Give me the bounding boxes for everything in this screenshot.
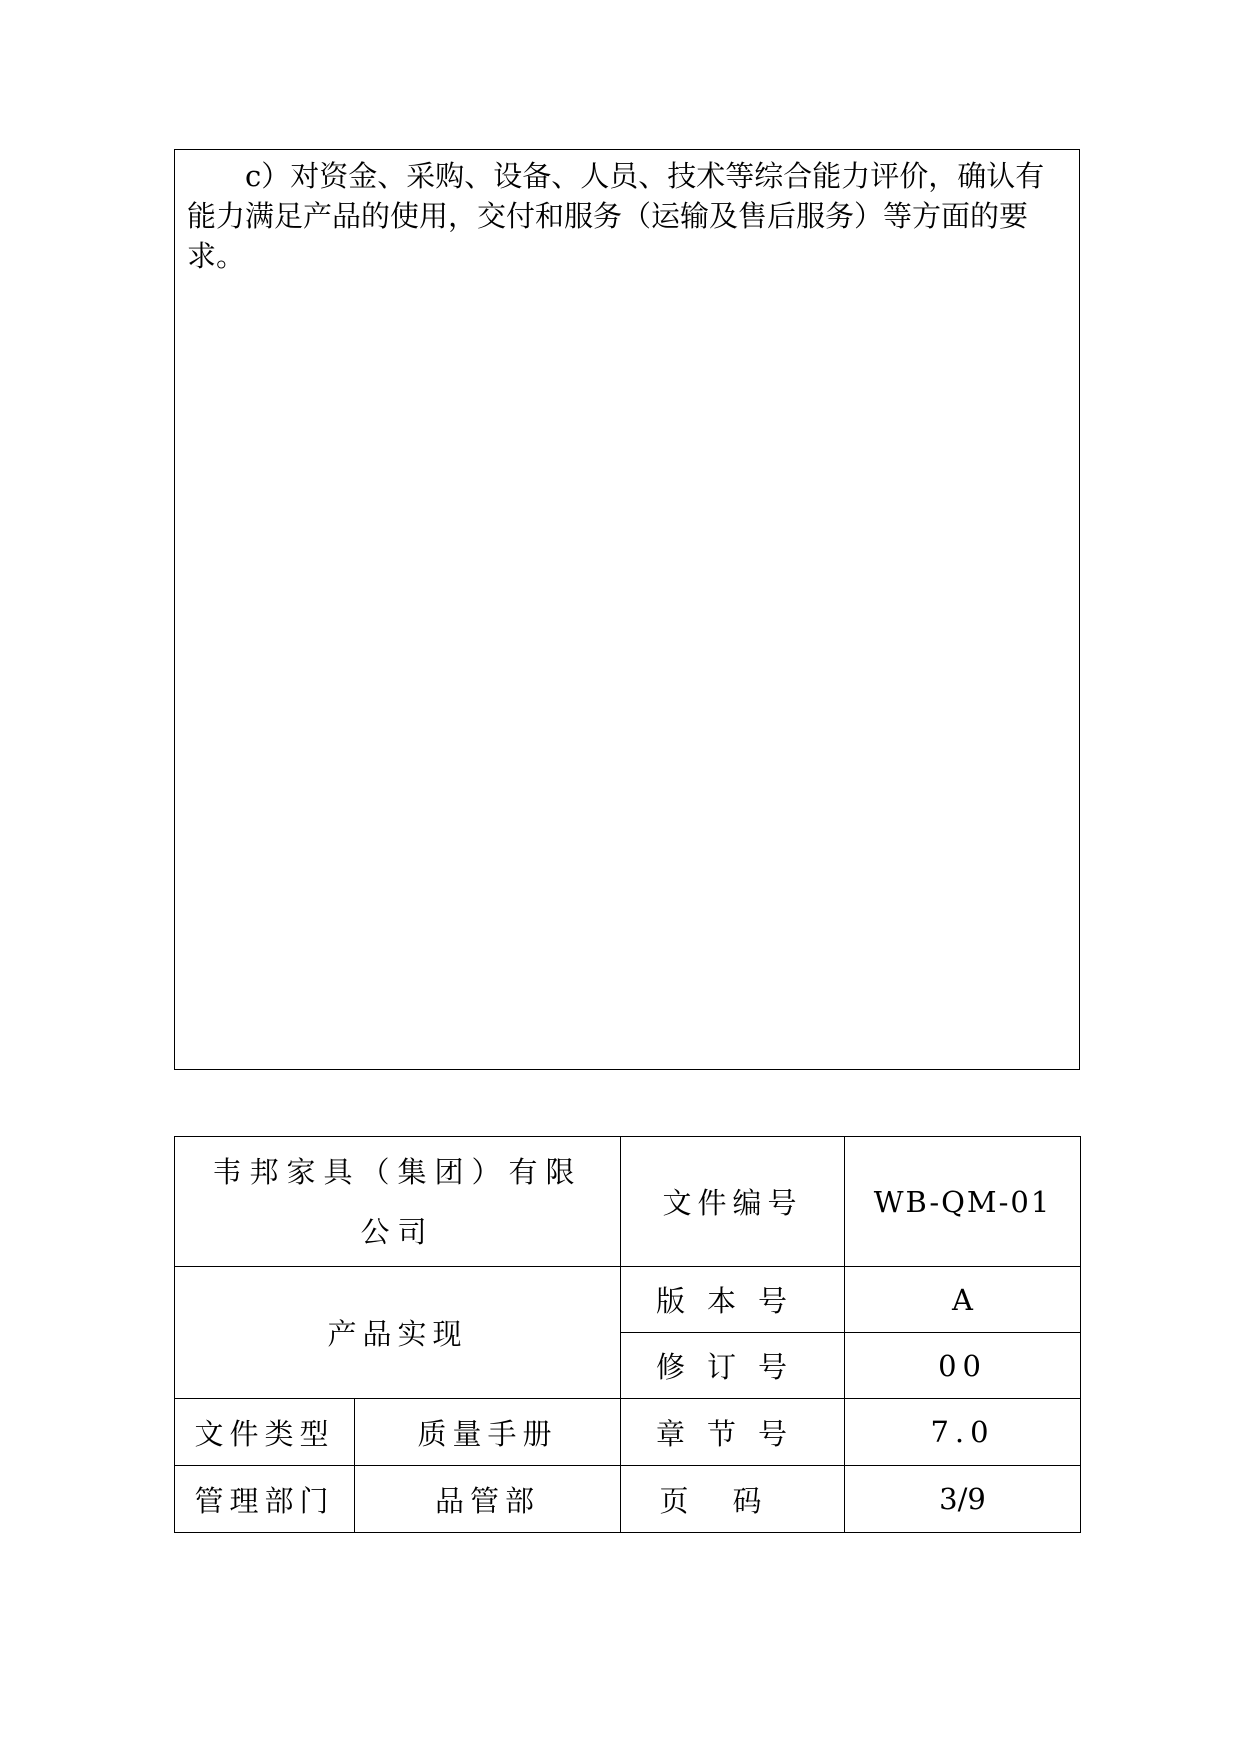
revision-label: 修订号 — [621, 1333, 845, 1399]
content-box — [174, 149, 1080, 1070]
table-row — [175, 1399, 1081, 1466]
table-row — [175, 1466, 1081, 1533]
company-name: 韦邦家具（集团）有限公司 — [175, 1137, 621, 1267]
version-value: A — [845, 1267, 1081, 1333]
table-row — [175, 1267, 1081, 1333]
doc-no-label: 文件编号 — [621, 1137, 845, 1267]
section-title: 产品实现 — [175, 1267, 621, 1399]
chapter-value: 7.0 — [845, 1399, 1081, 1466]
doc-no-value: WB-QM-01 — [845, 1137, 1081, 1267]
table-row — [175, 1137, 1081, 1267]
doc-type-label: 文件类型 — [175, 1399, 355, 1466]
page-value: 3/9 — [845, 1466, 1081, 1533]
chapter-label: 章节号 — [621, 1399, 845, 1466]
document-info-table — [174, 1136, 1081, 1533]
page-label: 页码 — [621, 1466, 845, 1533]
dept-label: 管理部门 — [175, 1466, 355, 1533]
version-label: 版本号 — [621, 1267, 845, 1333]
dept-value: 品管部 — [355, 1466, 621, 1533]
body-paragraph: c）对资金、采购、设备、人员、技术等综合能力评价，确认有能力满足产品的使用，交付和服务（运输及售后服务）等方面的要求。 — [187, 159, 1045, 273]
revision-value: 00 — [845, 1333, 1081, 1399]
doc-type-value: 质量手册 — [355, 1399, 621, 1466]
